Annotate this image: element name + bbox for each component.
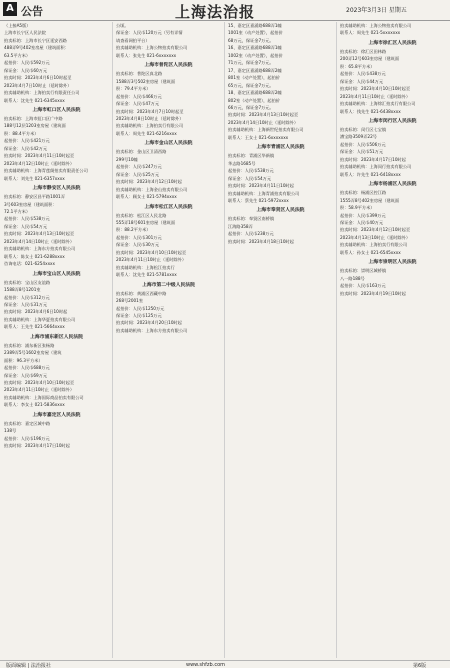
notice-line: 801室（动产处置），起拍价 (228, 75, 280, 81)
notice-line: 拍卖辅助机构：上海拍卖行有限公司 (340, 242, 408, 248)
notice-line: 138号 (4, 428, 17, 434)
auction-notice (116, 22, 221, 59)
notice-line: 1001室（动产处置），起拍价 (228, 30, 283, 36)
notice-line: 1555弄8号402室房屋（建筑面 (340, 197, 400, 203)
notice-line: 起拍价：人民币238万元 (228, 231, 274, 237)
notice-court-title: 上海市金山区人民法院 (144, 141, 193, 147)
auction-notice (4, 107, 109, 182)
notice-court-title: 上海市松江区人民法院 (144, 204, 193, 210)
notice-line: 积：88.4平方米） (4, 130, 39, 136)
notice-line: 拍卖时间：2023年4月6日10时起至 (4, 75, 72, 81)
notice-court-title: 上海市青浦区人民法院 (256, 145, 305, 151)
notice-line: 保证金：人民币31万元 (4, 301, 48, 307)
notice-court-title: 上海市静安区人民法院 (32, 186, 81, 192)
notice-line: 拍卖辅助机构：上海徐汇拍卖行有限公司 (340, 101, 416, 107)
auction-notice (228, 207, 333, 245)
notice-line: 68万元，保证金7万元。 (228, 37, 274, 43)
notice-line: 保证金：人民币120万元（另有详情 (116, 30, 183, 36)
notice-line: 2023年4月12日10时止（延时除外） (4, 160, 75, 166)
notice-line: 拍卖辅助机构：上海拍卖行有限公司 (116, 123, 184, 129)
footer-website: www.shfzb.com (186, 662, 225, 668)
notice-line: 八一路188号 (340, 275, 365, 281)
column-divider (336, 22, 337, 658)
notice-line: 拍卖标的：闵行区七宝镇 (340, 126, 387, 132)
notice-line: 拍卖时间：2023年4月10日10时起至 (4, 380, 75, 386)
notice-line: 联系人：钱先生 021-6438xxxx (340, 108, 401, 114)
footer-editor: 版面编辑 | 法治报社 (6, 663, 51, 668)
notice-court-title: 上海市崇明区人民法院 (368, 260, 417, 266)
notice-line: 保证金：人民币42万元 (4, 145, 48, 151)
notice-line: 起拍价：人民币163万元 (340, 283, 386, 289)
notice-line: 拍卖辅助机构：上海拍卖行有限责任公司 (4, 90, 80, 96)
auction-notice (116, 282, 221, 335)
auction-notice (4, 334, 109, 409)
notice-line: 2023年4月14日10时止（延时除外） (228, 119, 299, 125)
notice-line: 拍卖辅助机构：上海华夏拍卖有限公司 (4, 316, 76, 322)
notice-line: 拍卖时间：2023年4月17日10时起 (340, 156, 406, 162)
notice-line: 起拍价：人民币506万元 (340, 141, 386, 147)
notice-line: 保证金：人民币69万元 (4, 372, 48, 378)
page-badge-letter: A (6, 3, 14, 14)
auction-notice (340, 40, 445, 115)
auction-notice (4, 22, 109, 104)
page-number: 6 (13, 8, 18, 15)
notice-line: 拍卖标的：嘉定区城中路 (4, 420, 51, 426)
notice-line: 起拍价：人民币399万元 (340, 212, 386, 218)
page-header (0, 0, 450, 21)
notice-column-1 (4, 22, 109, 658)
notice-line: 联系人：王女士 021-6xxxxxxx (228, 134, 289, 140)
auction-notice (340, 181, 445, 256)
notice-line: 拍卖时间：2023年4月12日10时起至 (340, 227, 411, 233)
notice-line: 拍卖标的：松江区人民北路 (116, 212, 167, 218)
auction-notice (4, 185, 109, 268)
column-divider (224, 22, 225, 658)
notice-line: 联系人：孙女士 021-6545xxxx (340, 249, 401, 255)
notice-line: 拍卖标的：崇明区城桥镇 (340, 268, 387, 274)
notice-line: 拍卖时间：2023年4月19日10时起 (340, 290, 406, 296)
notice-line: 3号603室房屋（建筑面积： (4, 201, 57, 207)
notice-line: 拍卖辅助机构：上海东方拍卖有限公司 (116, 327, 188, 333)
notice-court-title: 上海市徐汇区人民法院 (368, 40, 417, 46)
notice-line: 联系人：张先生 021-6xxxxxxx (116, 52, 177, 58)
notice-line: 拍卖时间：2023年4月10日10时起至 (116, 249, 187, 255)
auction-notice (228, 22, 333, 141)
notice-court-title: 上海市嘉定区人民法院 (32, 412, 81, 418)
notice-line: 拍卖时间：2023年4月12日10时起 (116, 179, 182, 185)
notice-line: 拍卖辅助机构：上海青浦拍卖有限公司 (228, 190, 300, 196)
notice-line: 拍卖辅助机构：上海金山拍卖有限公司 (116, 186, 188, 192)
notice-line: 起拍价：人民币688万元 (4, 365, 50, 371)
notice-line: 拍卖标的：宝山区友谊路 (4, 279, 51, 285)
notice-line: 联系人：李女士 021-5836xxxx (4, 402, 65, 408)
notice-line: 拍卖标的：黄浦区西藏中路 (116, 290, 167, 296)
notice-line: 18、嘉定区嘉涌路688弄2幢 (228, 90, 282, 96)
notice-line: 2023年4月11日10时止（延时除外） (116, 257, 187, 263)
notice-line: 72.1平方米） (4, 208, 31, 214)
notice-line: 71万元，保证金7万元。 (228, 60, 274, 66)
notice-line: 漕宝路3509弄22号 (340, 134, 377, 140)
notice-line: 拍卖辅助机构：上海国际商品拍卖有限公司 (4, 394, 84, 400)
notice-line: 联系人：许先生 021-6418xxxx (340, 171, 401, 177)
notice-line: 上海市长宁区人民法院 (4, 30, 46, 36)
auction-notice (228, 144, 333, 204)
notice-line: 保证金：人民币54万元 (4, 223, 48, 229)
notice-court-title: 上海市第二中级人民法院 (142, 282, 195, 288)
notice-line: 联系人：刘先生 021-6357xxxx (4, 175, 65, 181)
notice-line: 拍卖时间：2023年4月7日10时起至 (116, 108, 184, 114)
notice-line: 江海路358弄 (228, 223, 253, 229)
notice-line: 保证金：人民币51万元 (340, 149, 384, 155)
notice-line: 联系人：周先生 021-6216xxxx (116, 130, 177, 136)
notice-line: 起拍价：人民币1250万元 (116, 305, 165, 311)
section-title: 公告 (21, 5, 43, 18)
notice-line: 802室（动产处置），起拍价 (228, 97, 280, 103)
notice-line: 15、嘉定区嘉涌路688弄1幢 (228, 23, 282, 28)
notice-line: 积：58.9平方米） (340, 205, 375, 211)
notice-line: 拍卖时间：2023年4月18日10时起 (228, 238, 294, 244)
notice-line: 17、嘉定区嘉涌路688弄2幢 (228, 67, 282, 73)
notice-line: 拍卖辅助机构：上海新世纪拍卖有限公司 (228, 127, 304, 133)
notice-line: 积：88.2平方米） (116, 227, 151, 233)
notice-line: 联系人：沈先生 021-6345xxxx (4, 97, 65, 103)
notice-line: 65万元，保证金7万元。 (228, 82, 274, 88)
notice-line: 268号2001室 (116, 298, 144, 304)
notice-line: 积：65.8平方米） (340, 63, 375, 69)
notice-line: 咨询电话：021-6254xxxx (4, 261, 56, 267)
notice-line: 拍卖时间：2023年4月20日10时起 (116, 320, 182, 326)
notice-line: 63.5平方米） (4, 52, 31, 58)
auction-notice (116, 62, 221, 137)
notice-line: 保证金：人民币47万元 (116, 101, 160, 107)
notice-line: 16、嘉定区嘉涌路688弄1幢 (228, 45, 282, 51)
notice-line: 拍卖时间：2023年4月10日10时起至 (340, 86, 411, 92)
notice-line: 拍卖辅助机构：上海东方拍卖有限公司 (4, 246, 76, 252)
notice-line: 拍卖标的：静安区昌平路1001弄 (4, 194, 65, 200)
notice-line: 2389弄5号1602室房屋（建筑 (4, 350, 62, 356)
auction-notice (4, 412, 109, 450)
notice-line: 保证金：人民币40万元 (340, 219, 384, 225)
notice-line: 拍卖时间：2023年4月11日10时起 (228, 183, 294, 189)
auction-notice (4, 271, 109, 331)
notice-line: 积：79.4平方米） (116, 86, 151, 92)
auction-notice (340, 118, 445, 178)
notice-line: 保证金：人民币25万元 (116, 171, 160, 177)
auction-notice (340, 22, 445, 37)
notice-line: 1588弄8号1201室 (4, 287, 41, 293)
notice-line: 拍卖标的：浦东新区张杨路 (4, 342, 55, 348)
notice-line: 拍卖辅助机构：上海公物拍卖有限公司 (116, 45, 188, 51)
notice-court-title: 上海市宝山区人民法院 (32, 271, 81, 277)
notice-line: 公顷。 (116, 23, 129, 28)
notice-line: 2023年4月11日10时止（延时除外） (340, 93, 411, 99)
notice-court-title: 上海市普陀区人民法院 (144, 63, 193, 69)
notice-line: 保证金：人民币125万元 (116, 312, 162, 318)
notice-line: （上接A5版） (4, 23, 31, 28)
notice-line: 保证金：人民币60万元 (4, 67, 48, 73)
notice-line: 起拍价：人民币301万元 (116, 234, 162, 240)
notice-line: 起拍价：人民币312万元 (4, 294, 50, 300)
notice-line: 面积：96.3平方米） (4, 357, 43, 363)
notice-line: 拍卖标的：上海市虹口区广中路 (4, 115, 63, 121)
notice-line: 请查看网拍平台） (116, 37, 150, 43)
notice-line: 488弄9号402室房屋（建筑面积： (4, 45, 69, 51)
notice-line: 起拍价：人民币421万元 (4, 138, 50, 144)
notice-line: 起拍价：人民币592万元 (4, 60, 50, 66)
notice-column-4 (340, 22, 445, 658)
notice-line: 1588弄3号502室房屋（建筑面 (116, 78, 176, 84)
notice-line: 2023年4月8日10时止（延时除外） (116, 115, 184, 121)
notice-line: 拍卖标的：杨浦区控江路 (340, 190, 387, 196)
page-footer (0, 660, 450, 668)
notice-line: 起拍价：人民币438万元 (340, 71, 386, 77)
notice-line: 华志路1685号 (228, 160, 256, 166)
footer-page: 第6版 (413, 663, 427, 668)
notice-line: 拍卖标的：普陀区真北路 (116, 71, 163, 77)
notice-line: 拍卖辅助机构：上海闵行拍卖有限公司 (340, 164, 412, 170)
notice-column-2 (116, 22, 221, 658)
notice-line: 拍卖标的：徐汇区田林路 (340, 48, 387, 54)
notice-line: 拍卖标的：金山区卫清西路 (116, 149, 167, 155)
notice-line: 拍卖时间：2023年4月11日10时起至 (4, 153, 75, 159)
notice-line: 联系人：周先生 021-5xxxxxxx (340, 30, 401, 36)
notice-line: 1002室（动产处置），起拍价 (228, 52, 283, 58)
column-divider (112, 22, 113, 658)
notice-court-title: 上海市奉贤区人民法院 (256, 208, 305, 214)
notice-line: 拍卖标的：上海市长宁区延安西路 (4, 37, 67, 43)
notice-line: 拍卖时间：2023年4月6日10时起 (4, 309, 68, 315)
notice-court-title: 上海市浦东新区人民法院 (30, 334, 83, 340)
notice-line: 联系人：陈女士 021-6288xxxx (4, 253, 65, 259)
notice-line: 2023年4月13日10时止（延时除外） (340, 234, 411, 240)
newspaper-masthead: 上海法治报 (175, 3, 256, 21)
notice-line: 拍卖标的：奉贤区南桥镇 (228, 216, 275, 222)
notice-court-title: 上海市闵行区人民法院 (368, 118, 417, 124)
notice-line: 拍卖标的：青浦区华新镇 (228, 153, 275, 159)
notice-court-title: 上海市虹口区人民法院 (32, 107, 81, 113)
notice-line: 拍卖时间：2023年4月13日10时起至 (4, 231, 75, 237)
auction-notice (340, 259, 445, 297)
notice-line: 联系人：顾女士 021-5794xxxx (116, 194, 177, 200)
notice-line: 299号10幢 (116, 156, 138, 162)
notice-line: 起拍价：人民币538万元 (4, 216, 50, 222)
issue-date: 2023年3月3日 星期五 (346, 7, 407, 14)
notice-court-title: 上海市杨浦区人民法院 (368, 182, 417, 188)
notice-line: 拍卖辅助机构：上海青莲阁拍卖有限责任公司 (4, 168, 88, 174)
notice-line: 起拍价：人民币538万元 (228, 168, 274, 174)
notice-line: 66万元，保证金7万元。 (228, 104, 274, 110)
notice-line: 2023年4月14日10时止（延时除外） (4, 238, 75, 244)
notice-line: 保证金：人民币30万元 (116, 242, 160, 248)
notice-line: 联系人：王先生 021-5664xxxx (4, 324, 65, 330)
auction-notice (116, 204, 221, 279)
notice-line: 起拍价：人民币196万元 (4, 435, 50, 441)
notice-line: 拍卖时间：2023年4月13日10时起至 (228, 112, 299, 118)
notice-line: 保证金：人民币54万元 (228, 175, 272, 181)
auction-notice (116, 140, 221, 200)
notice-line: 2023年4月7日10时止（延时除外） (4, 82, 72, 88)
notice-line: 联系人：蔡先生 021-5972xxxx (228, 197, 289, 203)
notice-line: 555弄18号601室房屋（建筑面 (116, 219, 176, 225)
notice-line: 200弄12号603室房屋（建筑面 (340, 56, 400, 62)
notice-line: 保证金：人民币44万元 (340, 78, 384, 84)
notice-line: 拍卖辅助机构：上海公物拍卖有限公司 (340, 23, 412, 28)
notice-line: 2023年4月11日10时止（延时除外） (4, 387, 75, 393)
notice-column-3 (228, 22, 333, 658)
notice-line: 拍卖辅助机构：上海松江拍卖行 (116, 264, 175, 270)
notice-line: 起拍价：人民币466万元 (116, 93, 162, 99)
notice-line: 拍卖时间：2023年4月17日10时起 (4, 443, 70, 449)
notice-line: 联系人：沈先生 021-5781xxxx (116, 272, 177, 278)
notice-line: 188号12层1203室房屋（建筑面 (4, 123, 66, 129)
notice-line: 起拍价：人民币247万元 (116, 164, 162, 170)
